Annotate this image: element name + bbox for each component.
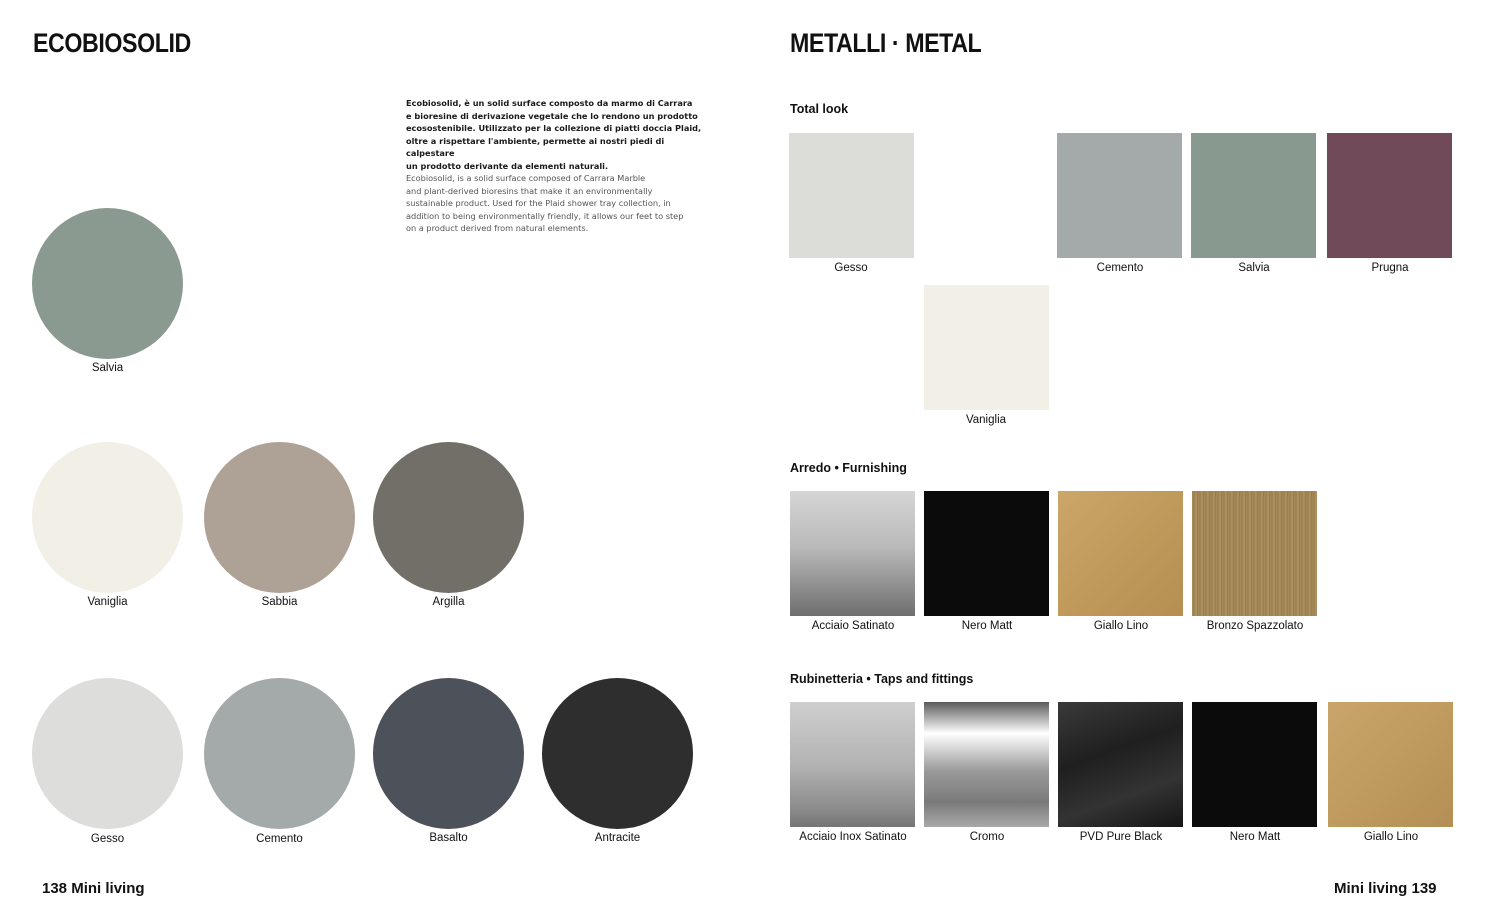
swatch-salvia: [1191, 133, 1316, 258]
color-circle-basalto: [373, 678, 524, 829]
swatch-nero-matt-taps: [1192, 702, 1317, 827]
swatch-label-acciaio-satinato: Acciaio Satinato: [811, 620, 895, 632]
color-label-salvia: Salvia: [91, 362, 124, 374]
swatch-gesso: [789, 133, 914, 258]
swatch-acciaio-satinato: [790, 491, 915, 616]
color-label-gesso: Gesso: [90, 833, 125, 845]
swatch-giallo-lino-furnishing: [1058, 491, 1183, 616]
swatch-label-nero-matt-furnishing: Nero Matt: [961, 620, 1013, 632]
swatch-bronzo-spazzolato: [1192, 491, 1317, 616]
swatch-nero-matt-furnishing: [924, 491, 1049, 616]
swatch-label-giallo-lino-taps: Giallo Lino: [1363, 831, 1419, 843]
swatch-label-giallo-lino-furnishing: Giallo Lino: [1093, 620, 1149, 632]
color-label-sabbia: Sabbia: [261, 596, 298, 608]
section-heading-total-look: Total look: [790, 102, 849, 116]
swatch-label-pvd-pure-black: PVD Pure Black: [1079, 831, 1163, 843]
color-circle-vaniglia: [32, 442, 183, 593]
swatch-label-bronzo-spazzolato: Bronzo Spazzolato: [1206, 620, 1304, 632]
swatch-vaniglia: [924, 285, 1049, 410]
swatch-label-prugna: Prugna: [1371, 262, 1409, 274]
color-label-cemento: Cemento: [256, 833, 303, 845]
page-number-left: 138 Mini living: [42, 880, 145, 897]
description-english: Ecobiosolid, is a solid surface composed of Carrara Marble and plant-derived bioresins that make it an environmentally sustainable product. Used for the Plaid shower tray collection, in addition to being environmentally friendly, it allows our feet to step on a product derived from natural elements.: [406, 173, 684, 233]
swatch-label-cemento: Cemento: [1096, 262, 1144, 274]
swatch-label-salvia: Salvia: [1238, 262, 1270, 274]
color-circle-cemento: [204, 678, 355, 829]
color-circle-antracite: [542, 678, 693, 829]
swatch-giallo-lino-taps: [1328, 702, 1453, 827]
swatch-cemento: [1057, 133, 1182, 258]
swatch-label-vaniglia: Vaniglia: [965, 414, 1007, 426]
swatch-cromo: [924, 702, 1049, 827]
swatch-label-cromo: Cromo: [969, 831, 1005, 843]
swatch-prugna: [1327, 133, 1452, 258]
swatch-label-acciaio-inox-satinato: Acciaio Inox Satinato: [799, 831, 907, 843]
page-title-left: ECOBIOSOLID: [33, 28, 191, 58]
color-circle-sabbia: [204, 442, 355, 593]
swatch-pvd-pure-black: [1058, 702, 1183, 827]
description-italian: Ecobiosolid, è un solid surface composto da marmo di Carrara e bioresine di derivazione vegetale che lo rendono un prodotto ecosostenibile. Utilizzato per la collezione di piatti doccia Plaid, oltre a rispettare l'ambiente, permette ai nostri piedi di calpestare un prodotto derivante da elementi naturali.: [406, 98, 702, 171]
section-heading-furnishing: Arredo • Furnishing: [790, 461, 907, 475]
color-circle-salvia: [32, 208, 183, 359]
color-label-basalto: Basalto: [429, 832, 468, 844]
section-heading-taps: Rubinetteria • Taps and fittings: [790, 672, 974, 686]
swatch-acciaio-inox-satinato: [790, 702, 915, 827]
color-circle-gesso: [32, 678, 183, 829]
swatch-label-gesso: Gesso: [834, 262, 868, 274]
color-label-argilla: Argilla: [432, 596, 465, 608]
page-title-right: METALLI · METAL: [790, 28, 982, 58]
color-label-antracite: Antracite: [594, 832, 641, 844]
swatch-label-nero-matt-taps: Nero Matt: [1229, 831, 1281, 843]
page-number-right: Mini living 139: [1334, 880, 1437, 897]
color-label-vaniglia: Vaniglia: [87, 596, 128, 608]
color-circle-argilla: [373, 442, 524, 593]
